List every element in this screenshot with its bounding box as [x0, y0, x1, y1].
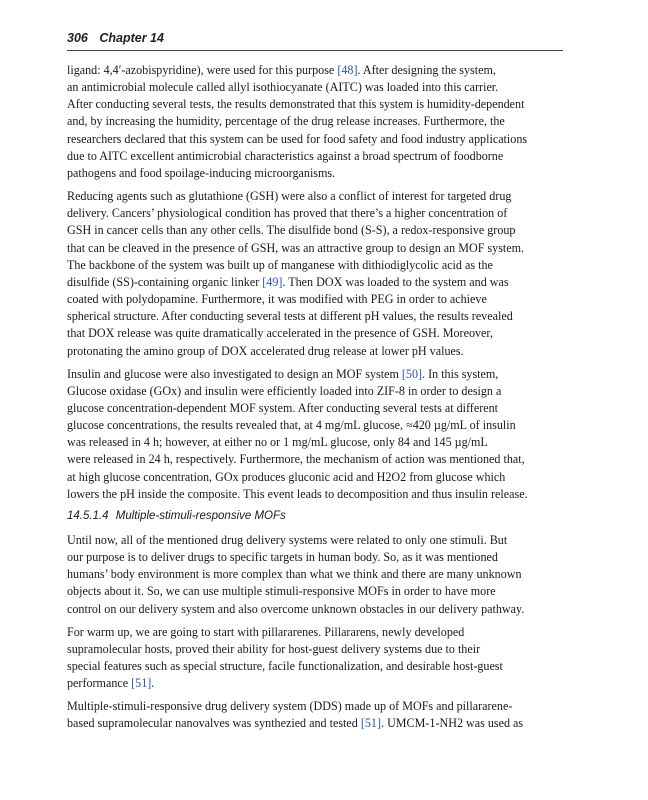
paragraph [67, 188, 563, 360]
text-line: disulfide (SS)-containing organic linker [49]. Then DOX was loaded to the system and was [67, 274, 509, 289]
text-line: ligand: 4,4′-azobispyridine), were used for this purpose [48]. After designing the system, [67, 63, 496, 77]
text-line: supramolecular hosts, proved their ability for host-guest delivery systems due to their [67, 641, 481, 656]
text-line: Multiple-stimuli-responsive drug delivery system (DDS) made up of MOFs and pillararene- [67, 699, 513, 714]
text-line: After conducting several tests, the results demonstrated that this system is humidity-dependent [67, 97, 525, 112]
paragraph [67, 624, 563, 693]
text-line: Insulin and glucose were also investigated to design an MOF system [50]. In this system, [67, 366, 499, 381]
citation-link[interactable]: [49] [262, 274, 283, 289]
text-line: Until now, all of the mentioned drug delivery systems were related to only one stimuli. But [67, 532, 508, 547]
text-line: based supramolecular nanovalves was synthezied and tested [51]. UMCM-1-NH2 was used as [67, 716, 524, 731]
text-line: The backbone of the system was built up of manganese with dithiodiglycolic acid as the [67, 257, 493, 272]
text-line: delivery. Cancers’ physiological condition has proved that there’s a higher concentration of [67, 206, 508, 221]
running-header [67, 31, 563, 45]
page-body [67, 62, 563, 739]
text-line: and, by increasing the humidity, percentage of the drug release increases. Furthermore, the [67, 114, 505, 129]
text-line: humans’ body environment is more complex than what we think and there are many unknown [67, 567, 522, 582]
section-subheading [67, 509, 563, 524]
citation-link[interactable]: [48] [337, 63, 358, 77]
text-line: were released in 24 h, respectively. Furthermore, the mechanism of action was mentioned that, [67, 452, 525, 467]
citation-link[interactable]: [50] [401, 366, 423, 381]
text-line: control on our delivery system and also overcome unknown obstacles in our delivery pathway. [67, 601, 525, 616]
paragraph [67, 698, 563, 732]
paragraph [67, 62, 563, 182]
page-number: 306 [67, 31, 88, 45]
text-line: objects about it. So, we can use multiple stimuli-responsive MOFs in order to have more [67, 584, 496, 599]
paragraph [67, 366, 563, 503]
text-line: glucose concentration-dependent MOF system. After conducting several tests at different [67, 400, 498, 415]
text-line: Reducing agents such as glutathione (GSH) were also a conflict of interest for targeted drug [67, 189, 512, 204]
text-line: our purpose is to deliver drugs to specific targets in human body. So, as it was mentioned [67, 550, 498, 565]
text-line: researchers declared that this system can be used for food safety and food industry applications [67, 131, 528, 146]
text-line: was released in 4 h; however, at either no or 1 mg/mL glucose, only 84 and 145 µg/mL [67, 435, 488, 450]
text-line: pathogens and food spoilage-inducing microorganisms. [67, 165, 336, 180]
text-line: coated with polydopamine. Furthermore, it was modified with PEG in order to achieve [67, 292, 487, 307]
paragraphs-before [67, 62, 563, 503]
header-rule [67, 50, 563, 51]
text-line: that DOX release was quite dramatically accelerated in the presence of GSH. Moreover, [67, 326, 493, 341]
text-line: lowers the pH inside the composite. This event leads to decomposition and thus insulin release. [67, 486, 528, 501]
text-line: due to AITC excellent antimicrobial characteristics against a broad spectrum of foodborne [67, 148, 504, 163]
text-line: spherical structure. After conducting several tests at different pH values, the results revealed [67, 309, 513, 324]
text-line: Glucose oxidase (GOx) and insulin were efficiently loaded into ZIF-8 in order to design a [67, 383, 502, 398]
chapter-label: Chapter 14 [99, 31, 164, 45]
citation-link[interactable]: [51] [131, 676, 152, 691]
text-line: that can be cleaved in the presence of GSH, was an attractive group to design an MOF system. [67, 240, 525, 255]
text-line: protonating the amino group of DOX accelerated drug release at lower pH values. [67, 343, 464, 358]
text-line: special features such as special structure, facile functionalization, and desirable host-guest [67, 659, 503, 673]
paragraphs-after [67, 532, 563, 733]
text-line: an antimicrobial molecule called allyl isothiocyanate (AITC) was loaded into this carrier. [67, 80, 499, 95]
subheading-title: Multiple-stimuli-responsive MOFs [115, 509, 286, 522]
text-line: For warm up, we are going to start with pillararenes. Pillararens, newly developed [67, 624, 465, 639]
subheading-number: 14.5.1.4 [67, 509, 109, 522]
text-line: at high glucose concentration, GOx produces gluconic acid and H2O2 from glucose which [67, 469, 506, 484]
text-line: GSH in cancer cells than any other cells. The disulfide bond (S-S), a redox-responsive group [67, 223, 516, 238]
paragraph [67, 532, 563, 618]
citation-link[interactable]: [51] [360, 716, 382, 731]
text-line: performance [51]. [67, 676, 155, 691]
text-line: glucose concentrations, the results revealed that, at 4 mg/mL glucose, ≈420 µg/mL of insulin [67, 418, 516, 433]
